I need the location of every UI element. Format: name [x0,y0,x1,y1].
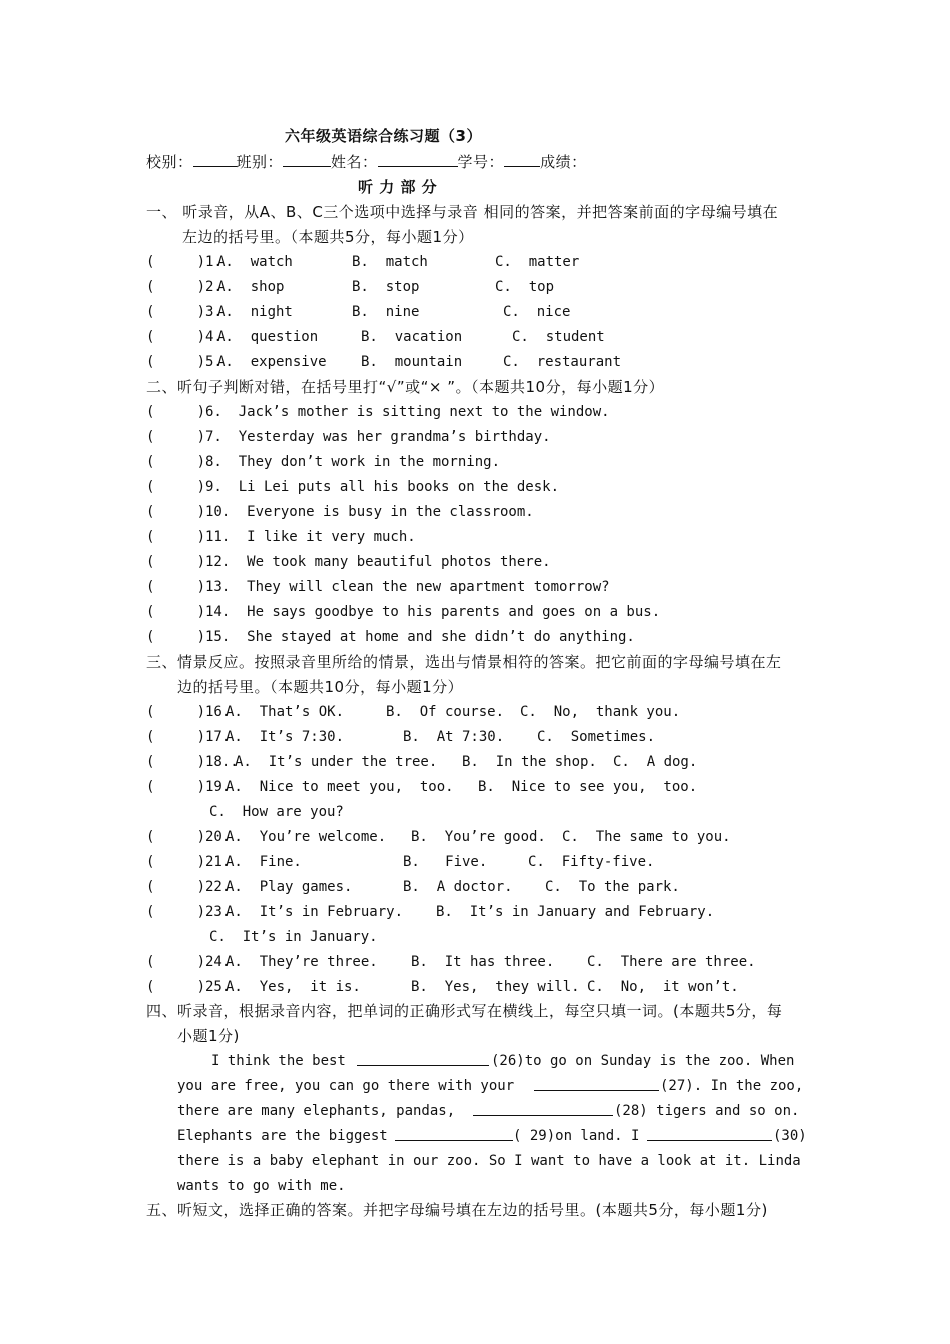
option-a: A. question [217,329,319,345]
passage-line [177,1149,805,1174]
option-c: C. No, thank you. [520,704,681,720]
part4-instruction: 四、听录音，根据录音内容，把单词的正确形式写在横线上，每空只填一词。(本题共5分，每 [146,1002,783,1020]
passage-text: (26)to go on Sunday is the zoo. When [491,1053,795,1069]
question-number[interactable]: ( )18.. [146,754,239,770]
school-field[interactable] [193,152,237,167]
option-b: B. It’s in January and February. [436,904,715,920]
option-a: A. It’s under the tree. [235,754,438,770]
blank-29[interactable] [395,1124,513,1150]
option-b: B. You’re good. [411,829,546,845]
passage-text: (30) [773,1128,807,1144]
blank-30[interactable] [647,1124,772,1150]
question-number[interactable]: ( )19. [146,779,231,795]
option-b: B. mountain [361,354,463,370]
part3-instruction-cont: 边的括号里。（本题共10分，每小题1分） [177,678,464,696]
question-number[interactable]: ( )1. [146,254,222,270]
part4-instruction-cont: 小题1分) [177,1027,240,1045]
score-label: 成绩： [540,153,587,171]
question-number[interactable]: ( )24. [146,954,231,970]
question-number[interactable]: ( )3. [146,304,222,320]
question-number[interactable]: ( )25. [146,979,231,995]
question-number[interactable]: ( )4. [146,329,222,345]
passage-text: Elephants are the biggest [177,1128,388,1144]
question-number[interactable]: ( )20. [146,829,231,845]
judge-item[interactable]: ( )12. We took many beautiful photos there. [146,554,551,570]
option-b: B. Five. [403,854,488,870]
class-label: 班别： [236,153,284,171]
option-c: C. The same to you. [562,829,731,845]
option-a: A. Play games. [226,879,353,895]
passage-line [177,1099,805,1124]
part2-instruction: 二、听句子判断对错，在括号里打“√”或“× ”。（本题共10分，每小题1分） [146,378,665,396]
option-c: C. nice [503,304,571,320]
option-c: C. top [495,279,555,295]
judge-item[interactable]: ( )15. She stayed at home and she didn’t do anything. [146,629,635,645]
question-number[interactable]: ( )17. [146,729,231,745]
passage-line [177,1124,805,1149]
option-b: B. stop [352,279,420,295]
passage-text: wants to go with me. [177,1178,346,1194]
option-a: A. night [217,304,293,320]
option-a: A. You’re welcome. [226,829,387,845]
question-number[interactable]: ( )23. [146,904,231,920]
number-label: 学号： [457,153,505,171]
option-a: A. expensive [217,354,327,370]
passage-text: I think the best [211,1053,346,1069]
number-field[interactable] [504,152,540,167]
option-c: C. A dog. [613,754,698,770]
passage-text: (27). In the zoo, [660,1078,804,1094]
class-field[interactable] [283,152,331,167]
part5-instruction: 五、听短文，选择正确的答案。并把字母编号填在左边的括号里。(本题共5分，每小题1分) [146,1201,768,1219]
judge-item[interactable]: ( )10. Everyone is busy in the classroom. [146,504,534,520]
part1-instruction-cont: 左边的括号里。（本题共5分，每小题1分） [182,228,474,246]
question-number[interactable]: ( )5. [146,354,222,370]
question-number[interactable]: ( )16. [146,704,231,720]
option-c: C. restaurant [503,354,622,370]
option-b: B. At 7:30. [403,729,505,745]
part1-instruction: 一、 听录音，从A、B、C三个选项中选择与录音 相同的答案，并把答案前面的字母编号填在 [146,203,779,221]
option-b: B. Yes, they will. [411,979,580,995]
option-b: B. nine [352,304,420,320]
student-info-line [146,151,587,172]
judge-item[interactable]: ( )9. Li Lei puts all his books on the desk. [146,479,560,495]
option-a: A. watch [217,254,293,270]
option-a: A. That’s OK. [226,704,345,720]
option-c: C. To the park. [545,879,680,895]
option-b: B. In the shop. [462,754,597,770]
page-title: 六年级英语综合练习题（3） [285,127,482,145]
blank-26[interactable] [357,1049,489,1075]
judge-item[interactable]: ( )8. They don’t work in the morning. [146,454,501,470]
judge-item[interactable]: ( )13. They will clean the new apartment tomorrow? [146,579,610,595]
option-a: A. Yes, it is. [226,979,361,995]
option-a: A. It’s in February. [226,904,404,920]
blank-28[interactable] [473,1099,613,1125]
option-c: C. No, it won’t. [587,979,739,995]
option-c: C. student [512,329,605,345]
passage-text: ( 29)on land. I [513,1128,640,1144]
blank-27[interactable] [534,1074,659,1100]
name-label: 姓名： [331,153,378,171]
option-c: C. Sometimes. [537,729,656,745]
judge-item[interactable]: ( )6. Jack’s mother is sitting next to the window. [146,404,610,420]
name-field[interactable] [378,152,458,167]
judge-item[interactable]: ( )14. He says goodbye to his parents and goes on a bus. [146,604,661,620]
option-c: C. matter [495,254,580,270]
passage-text: you are free, you can go there with your [177,1078,515,1094]
option-a: A. They’re three. [226,954,378,970]
passage-text: there is a baby elephant in our zoo. So I want to have a look at it. Linda [177,1153,801,1169]
question-number[interactable]: ( )21. [146,854,231,870]
question-number[interactable]: ( )22. [146,879,231,895]
passage-text: there are many elephants, pandas, [177,1103,456,1119]
option-a: A. Fine. [226,854,302,870]
option-c: C. How are you? [209,804,344,820]
option-b: B. Nice to see you, too. [478,779,698,795]
option-b: B. match [352,254,428,270]
question-number[interactable]: ( )2. [146,279,222,295]
option-b: B. It has three. [411,954,555,970]
option-a: A. shop [217,279,285,295]
option-c: C. There are three. [587,954,756,970]
option-b: B. Of course. [386,704,505,720]
option-c: C. Fifty-five. [528,854,655,870]
part3-instruction: 三、情景反应。按照录音里所给的情景，选出与情景相符的答案。把它前面的字母编号填在左 [146,653,782,671]
passage-line [177,1174,805,1199]
passage-text: (28) tigers and so on. [614,1103,800,1119]
option-b: B. vacation [361,329,463,345]
passage-line [177,1074,805,1099]
option-a: A. Nice to meet you, too. [226,779,454,795]
judge-item[interactable]: ( )11. I like it very much. [146,529,416,545]
option-a: A. It’s 7:30. [226,729,345,745]
school-label: 校别： [146,153,193,171]
option-b: B. A doctor. [403,879,513,895]
passage-line [177,1049,805,1074]
judge-item[interactable]: ( )7. Yesterday was her grandma’s birthday. [146,429,551,445]
option-c: C. It’s in January. [209,929,378,945]
section-title: 听 力 部 分 [358,178,438,196]
